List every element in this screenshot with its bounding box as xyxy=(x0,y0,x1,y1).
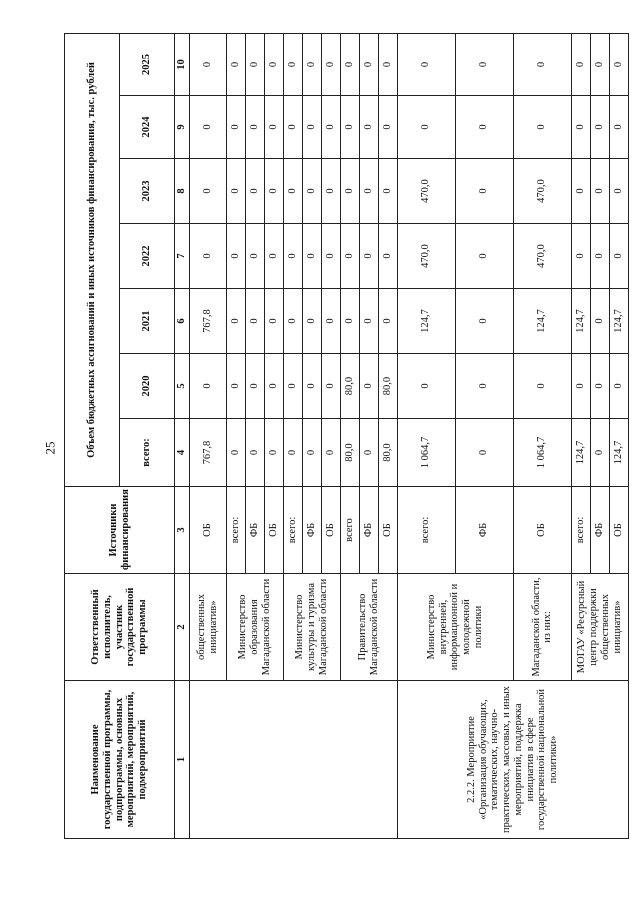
total-value-cell: 80,0 xyxy=(378,419,397,487)
activity-name-cell: 2.2.2. Мероприятие «Организация обучающих, тематических, научно-практических, массовых, и иных мероприятий, поддержка инициатив в сфере государственной национальной политики» xyxy=(397,681,628,839)
year-value-cell: 0 xyxy=(609,96,628,159)
year-value-cell: 0 xyxy=(245,354,264,419)
year-value-cell: 0 xyxy=(189,159,226,224)
year-value-cell: 0 xyxy=(455,224,513,289)
year-value-cell: 0 xyxy=(283,33,302,95)
column-number-row xyxy=(175,33,190,838)
year-value-cell: 0 xyxy=(189,354,226,419)
header-row xyxy=(65,33,120,838)
total-value-cell: 0 xyxy=(302,419,321,487)
year-value-cell: 0 xyxy=(359,289,378,354)
total-value-cell: 0 xyxy=(245,419,264,487)
source-cell: всего: xyxy=(283,487,302,574)
year-value-cell: 124,7 xyxy=(609,289,628,354)
source-cell: всего xyxy=(340,487,359,574)
year-value-cell: 0 xyxy=(590,354,609,419)
year-value-cell: 0 xyxy=(397,33,455,95)
year-value-cell: 0 xyxy=(397,354,455,419)
year-value-cell: 0 xyxy=(571,33,590,95)
year-value-cell: 80,0 xyxy=(378,354,397,419)
year-value-cell: 0 xyxy=(245,289,264,354)
year-value-cell: 0 xyxy=(340,96,359,159)
total-value-cell: 0 xyxy=(455,419,513,487)
year-value-cell: 0 xyxy=(359,96,378,159)
year-value-cell: 0 xyxy=(378,33,397,95)
year-value-cell: 0 xyxy=(513,354,571,419)
year-value-cell: 0 xyxy=(189,96,226,159)
source-cell: ОБ xyxy=(264,487,283,574)
year-value-cell: 0 xyxy=(283,289,302,354)
year-value-cell: 0 xyxy=(302,96,321,159)
year-value-cell: 470,0 xyxy=(397,159,455,224)
year-value-cell: 0 xyxy=(302,159,321,224)
year-value-cell: 0 xyxy=(245,33,264,95)
header-year: 2021 xyxy=(120,289,175,354)
year-value-cell: 0 xyxy=(455,159,513,224)
financing-table xyxy=(64,33,629,839)
total-value-cell: 767,8 xyxy=(189,419,226,487)
source-cell: ФБ xyxy=(455,487,513,574)
column-number: 3 xyxy=(175,487,190,574)
page-number: 25 xyxy=(42,441,58,455)
source-cell: ОБ xyxy=(513,487,571,574)
year-value-cell: 0 xyxy=(609,354,628,419)
header-year: 2024 xyxy=(120,96,175,159)
year-value-cell: 0 xyxy=(226,224,245,289)
year-value-cell: 124,7 xyxy=(513,289,571,354)
year-value-cell: 0 xyxy=(321,159,340,224)
year-value-cell: 0 xyxy=(455,289,513,354)
year-value-cell: 0 xyxy=(590,289,609,354)
year-value-cell: 124,7 xyxy=(571,289,590,354)
year-value-cell: 0 xyxy=(590,96,609,159)
source-cell: всего: xyxy=(571,487,590,574)
year-value-cell: 80,0 xyxy=(340,354,359,419)
year-value-cell: 0 xyxy=(378,159,397,224)
year-value-cell: 0 xyxy=(340,224,359,289)
year-value-cell: 0 xyxy=(283,354,302,419)
source-cell: ФБ xyxy=(590,487,609,574)
year-value-cell: 0 xyxy=(455,96,513,159)
year-value-cell: 0 xyxy=(397,96,455,159)
year-value-cell: 0 xyxy=(283,96,302,159)
year-value-cell: 0 xyxy=(245,224,264,289)
year-value-cell: 0 xyxy=(571,96,590,159)
year-value-cell: 0 xyxy=(378,289,397,354)
year-value-cell: 470,0 xyxy=(513,159,571,224)
column-number: 7 xyxy=(175,224,190,289)
year-value-cell: 0 xyxy=(513,33,571,95)
executor-cell: Министерство внутренней, информационной и молодежной политики xyxy=(397,574,513,681)
year-value-cell: 0 xyxy=(226,159,245,224)
year-value-cell: 0 xyxy=(359,224,378,289)
year-value-cell: 0 xyxy=(302,289,321,354)
year-value-cell: 0 xyxy=(359,354,378,419)
year-value-cell: 0 xyxy=(378,96,397,159)
year-value-cell: 0 xyxy=(340,289,359,354)
table-row xyxy=(397,33,455,838)
year-value-cell: 767,8 xyxy=(189,289,226,354)
year-value-cell: 470,0 xyxy=(513,224,571,289)
year-value-cell: 0 xyxy=(590,159,609,224)
year-value-cell: 0 xyxy=(513,96,571,159)
year-value-cell: 0 xyxy=(571,224,590,289)
source-cell: ОБ xyxy=(378,487,397,574)
year-value-cell: 0 xyxy=(321,33,340,95)
column-number: 9 xyxy=(175,96,190,159)
year-value-cell: 0 xyxy=(378,224,397,289)
year-value-cell: 0 xyxy=(321,96,340,159)
year-value-cell: 0 xyxy=(302,224,321,289)
executor-cell: Магаданской области, из них: xyxy=(513,574,571,681)
column-number: 2 xyxy=(175,574,190,681)
source-cell: всего: xyxy=(397,487,455,574)
year-value-cell: 0 xyxy=(189,33,226,95)
year-value-cell: 0 xyxy=(590,224,609,289)
year-value-cell: 0 xyxy=(340,33,359,95)
year-value-cell: 124,7 xyxy=(397,289,455,354)
total-value-cell: 0 xyxy=(359,419,378,487)
total-value-cell: 0 xyxy=(321,419,340,487)
year-value-cell: 0 xyxy=(609,224,628,289)
table-row xyxy=(189,33,226,838)
header-total: всего: xyxy=(120,419,175,487)
year-value-cell: 0 xyxy=(245,159,264,224)
total-value-cell: 124,7 xyxy=(609,419,628,487)
header-volume: Объем бюджетных ассигнований и иных источников финансирования, тыс. рублей xyxy=(65,33,120,486)
executor-cell: Правительство Магаданской области xyxy=(340,574,397,681)
executor-cell: общественных инициатив» xyxy=(189,574,226,681)
executor-cell: МОГАУ «Ресурсный центр поддержки общественных инициатив» xyxy=(571,574,628,681)
rotated-table-container xyxy=(64,34,624,839)
year-value-cell: 0 xyxy=(264,224,283,289)
year-value-cell: 0 xyxy=(264,96,283,159)
year-value-cell: 0 xyxy=(264,289,283,354)
year-value-cell: 0 xyxy=(264,33,283,95)
total-value-cell: 124,7 xyxy=(571,419,590,487)
column-number: 6 xyxy=(175,289,190,354)
source-cell: ФБ xyxy=(302,487,321,574)
total-value-cell: 1 064,7 xyxy=(397,419,455,487)
year-value-cell: 0 xyxy=(455,33,513,95)
header-year: 2025 xyxy=(120,33,175,95)
year-value-cell: 0 xyxy=(283,224,302,289)
header-year: 2022 xyxy=(120,224,175,289)
total-value-cell: 0 xyxy=(226,419,245,487)
column-number: 5 xyxy=(175,354,190,419)
year-value-cell: 0 xyxy=(359,159,378,224)
total-value-cell: 1 064,7 xyxy=(513,419,571,487)
year-value-cell: 0 xyxy=(321,354,340,419)
activity-name-cell xyxy=(189,681,397,839)
year-value-cell: 0 xyxy=(609,159,628,224)
year-value-cell: 0 xyxy=(321,289,340,354)
year-value-cell: 0 xyxy=(189,224,226,289)
year-value-cell: 0 xyxy=(609,33,628,95)
header-year: 2020 xyxy=(120,354,175,419)
column-number: 10 xyxy=(175,33,190,95)
source-cell: ОБ xyxy=(189,487,226,574)
total-value-cell: 0 xyxy=(283,419,302,487)
year-value-cell: 0 xyxy=(359,33,378,95)
year-value-cell: 0 xyxy=(226,33,245,95)
header-year: 2023 xyxy=(120,159,175,224)
executor-cell: Министерство образования Магаданской области xyxy=(226,574,283,681)
year-value-cell: 0 xyxy=(302,354,321,419)
source-cell: всего: xyxy=(226,487,245,574)
column-number: 8 xyxy=(175,159,190,224)
year-value-cell: 0 xyxy=(226,354,245,419)
year-value-cell: 470,0 xyxy=(397,224,455,289)
total-value-cell: 0 xyxy=(590,419,609,487)
year-value-cell: 0 xyxy=(571,354,590,419)
column-number: 4 xyxy=(175,419,190,487)
header-name: Наименование государственной программы, подпрограммы, основных мероприятий, мероприятий, подмероприятий xyxy=(65,681,175,839)
year-value-cell: 0 xyxy=(455,354,513,419)
total-value-cell: 80,0 xyxy=(340,419,359,487)
executor-cell: Министерство культуры и туризма Магаданской области xyxy=(283,574,340,681)
year-value-cell: 0 xyxy=(264,159,283,224)
year-value-cell: 0 xyxy=(590,33,609,95)
year-value-cell: 0 xyxy=(340,159,359,224)
year-value-cell: 0 xyxy=(264,354,283,419)
year-value-cell: 0 xyxy=(245,96,264,159)
header-executor: Ответственный исполнитель, участник государственной программы xyxy=(65,574,175,681)
source-cell: ОБ xyxy=(609,487,628,574)
source-cell: ФБ xyxy=(245,487,264,574)
year-value-cell: 0 xyxy=(321,224,340,289)
year-value-cell: 0 xyxy=(571,159,590,224)
year-value-cell: 0 xyxy=(226,96,245,159)
total-value-cell: 0 xyxy=(264,419,283,487)
source-cell: ФБ xyxy=(359,487,378,574)
year-value-cell: 0 xyxy=(302,33,321,95)
header-source: Источники финансирования xyxy=(65,487,175,574)
year-value-cell: 0 xyxy=(283,159,302,224)
source-cell: ОБ xyxy=(321,487,340,574)
column-number: 1 xyxy=(175,681,190,839)
year-value-cell: 0 xyxy=(226,289,245,354)
